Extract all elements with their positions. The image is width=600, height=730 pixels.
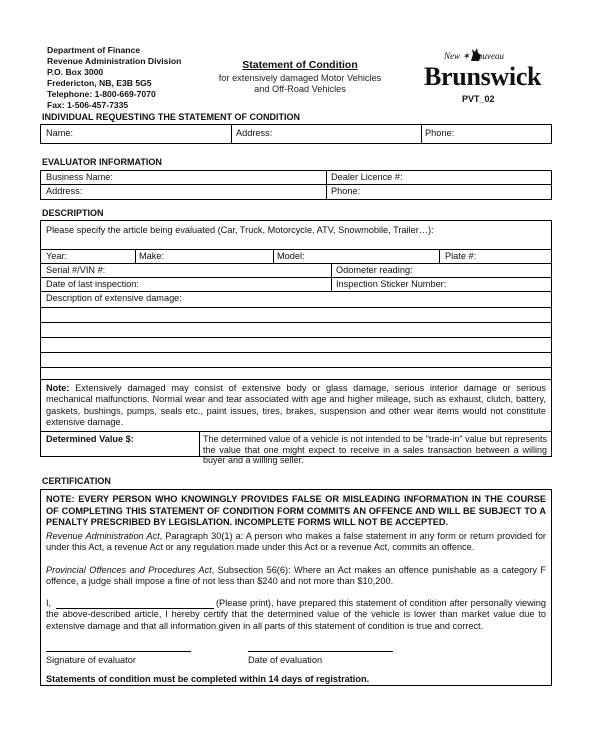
date-label: Date of evaluation <box>248 655 323 665</box>
revenue-act-text: , Paragraph 30(1) a: A person who makes a false statement in any form or return provided for under this Act, a revenue Act or any regulation made under this Act or a revenue Act, commits an offence. <box>46 531 546 553</box>
serial-vin-field[interactable]: Serial #/VIN #: <box>46 265 106 275</box>
form-subtitle-2: and Off-Road Vehicles <box>254 84 346 94</box>
note-label: Note: <box>46 383 70 393</box>
name-field[interactable]: Name: <box>46 128 74 138</box>
description-heading: DESCRIPTION <box>42 208 104 218</box>
damage-note <box>46 383 546 428</box>
form-code: PVT_02 <box>462 94 495 104</box>
business-name-field[interactable]: Business Name: <box>46 172 113 182</box>
make-field[interactable]: Make: <box>139 251 165 261</box>
evaluator-phone-field[interactable]: Phone: <box>331 186 361 196</box>
determined-value-field[interactable]: Determined Value $: <box>46 434 134 444</box>
individual-box <box>40 124 552 144</box>
penalty-warning: NOTE: EVERY PERSON WHO KNOWINGLY PROVIDES FALSE OR MISLEADING INFORMATION IN THE COURSE OF COMPLETING THIS STATEMENT OF CONDITION FORM COMMITS AN OFFENCE AND WILL BE SUBJECT TO A PENALTY PRESCRIBED BY LEGISLATION. INCOMPLETE FORMS WILL NOT BE ACCEPTED. <box>46 494 546 527</box>
signature-label: Signature of evaluator <box>46 655 136 665</box>
offences-act-text: , Subsection 56(6): Where an Act makes an offence punishable as a category F offence, a judge shall impose a fine of not less than $240 and not more than $10,200. <box>46 565 546 587</box>
evaluator-box <box>40 170 552 200</box>
evaluator-address-field[interactable]: Address: <box>46 186 83 196</box>
dealer-licence-field[interactable]: Dealer Licence #: <box>331 172 403 182</box>
address-line: P.O. Box 3000 <box>47 67 104 77</box>
form-subtitle-1: for extensively damaged Motor Vehicles <box>218 73 382 83</box>
new-brunswick-logo <box>424 50 544 90</box>
address-line: Revenue Administration Division <box>47 56 182 66</box>
revenue-act-title: Revenue Administration Act <box>46 531 160 541</box>
article-prompt[interactable]: Please specify the article being evaluated (Car, Truck, Motorcycle, ATV, Snowmobile, Trailer…): <box>46 225 434 235</box>
address-line: Department of Finance <box>47 45 141 55</box>
odometer-field[interactable]: Odometer reading: <box>336 265 413 275</box>
date-line[interactable] <box>248 651 393 652</box>
individual-heading: INDIVIDUAL REQUESTING THE STATEMENT OF CONDITION <box>42 112 301 122</box>
determined-value-note: The determined value of a vehicle is not intended to be "trade-in" value but represents the value that one might expect to receive in a sales transaction between a willing buyer and a willing seller. <box>203 434 547 465</box>
plate-field[interactable]: Plate #: <box>445 251 477 261</box>
evaluator-heading: EVALUATOR INFORMATION <box>42 157 162 167</box>
form-title-block <box>200 60 400 95</box>
address-line: Fax: 1-506-457-7335 <box>47 100 129 110</box>
logo-new-nouveau: New ✶ Nouveau <box>444 51 505 61</box>
address-line: Telephone: 1-800-669-7070 <box>47 89 156 99</box>
offences-act-clause <box>46 565 546 588</box>
form-title: Statement of Condition <box>242 59 358 71</box>
year-field[interactable]: Year: <box>46 251 68 261</box>
certification-box <box>40 489 552 686</box>
address-line: Fredericton, NB, E3B 5G5 <box>47 78 152 88</box>
declaration: (Please print), have prepared this statement of condition after personally viewing the above-described article, I hereby certify that the determined value of the vehicle is lower than market value due to extensive damage and that all information given in all parts of this statement of condition is true and correct. <box>46 598 546 631</box>
description-box <box>40 220 552 465</box>
phone-field[interactable]: Phone: <box>425 128 455 138</box>
note-text: Extensively damaged may consist of extensive body or glass damage, serious interior damage or serious mechanical malfunctions. Normal wear and tear associated with age and higher mileage, such as exhaust, clutch, battery, gaskets, bushings, pumps, seals etc., paint issues, tires, brakes, suspension and other wear items would not constitute extensive damage. <box>46 383 546 427</box>
signature-line[interactable] <box>46 651 191 652</box>
offences-act-title: Provincial Offences and Procedures Act <box>46 565 212 575</box>
damage-description-field[interactable]: Description of extensive damage: <box>46 293 182 303</box>
revenue-act-clause <box>46 531 546 554</box>
last-inspection-field[interactable]: Date of last inspection: <box>46 279 139 289</box>
logo-brunswick: Brunswick <box>424 62 542 91</box>
model-field[interactable]: Model: <box>277 251 305 261</box>
submission-deadline: Statements of condition must be completed within 14 days of registration. <box>46 674 370 684</box>
evaluator-name-line[interactable] <box>56 608 214 609</box>
declaration-i: I, <box>46 598 52 608</box>
department-address <box>47 45 181 111</box>
address-field[interactable]: Address: <box>236 128 273 138</box>
certification-heading: CERTIFICATION <box>42 476 111 486</box>
sticker-field[interactable]: Inspection Sticker Number: <box>336 279 447 289</box>
